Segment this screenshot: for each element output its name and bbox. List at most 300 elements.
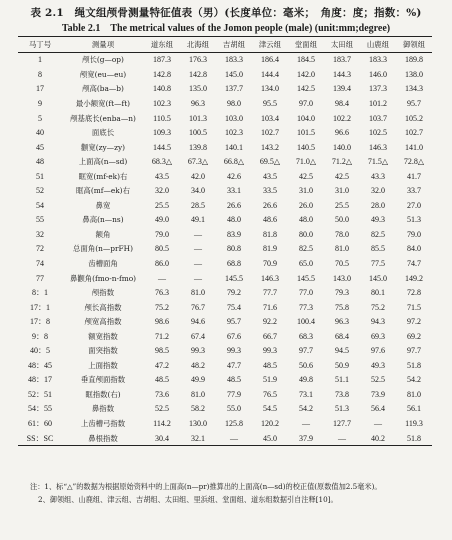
value-cell: 54.2 [407, 375, 421, 385]
measurement-item-cell: 面底长 [91, 128, 115, 138]
martin-number-cell: 32 [36, 229, 44, 239]
martin-number-cell: 40 [36, 128, 44, 138]
value-cell: 51.9 [263, 375, 277, 385]
measurement-item-cell: 上齿槽弓指数 [80, 418, 126, 428]
measurement-item-cell: 颅长高指数 [84, 302, 122, 312]
value-cell: 142.8 [153, 69, 171, 79]
value-cell: 140.5 [297, 142, 315, 152]
value-cell: 146.3 [369, 142, 387, 152]
measurement-item-cell: 颅基底长(enba—n) [70, 113, 136, 123]
value-cell: 98.4 [335, 98, 349, 108]
measurement-item-cell: 鼻根指数 [62, 431, 144, 446]
martin-number-cell: 9：8 [32, 331, 48, 341]
value-cell: 97.6 [371, 346, 385, 356]
value-cell: 71.2△ [331, 157, 353, 167]
value-cell: 144.3 [333, 69, 351, 79]
table-row [18, 343, 432, 358]
value-cell: 32.1 [180, 431, 216, 446]
value-cell: 76.5 [263, 389, 277, 399]
value-cell: 83.9 [227, 229, 241, 239]
value-cell: 135.0 [189, 84, 207, 94]
martin-number-cell: 17：1 [30, 302, 50, 312]
value-cell: 144.5 [153, 142, 171, 152]
value-cell: — [324, 431, 360, 446]
table-row [18, 256, 432, 271]
measurement-item-cell: 鼻高(n—ns) [82, 215, 124, 225]
value-cell: 94.6 [191, 317, 205, 327]
table-row [18, 52, 432, 67]
value-cell: 50.9 [335, 360, 349, 370]
value-cell: 82.5 [371, 229, 385, 239]
value-cell: 66.7 [263, 331, 277, 341]
value-cell: 81.0 [335, 244, 349, 254]
value-cell: 26.6 [263, 200, 277, 210]
value-cell: 75.2 [371, 302, 385, 312]
column-header: 道东组 [144, 37, 180, 53]
measurement-item-cell: 鼻指数 [91, 404, 115, 414]
value-cell: 69.2 [407, 331, 421, 341]
measurement-item-cell: 上面高(n—sd) [78, 157, 128, 167]
value-cell: 138.0 [405, 69, 423, 79]
value-cell: 66.8△ [223, 157, 245, 167]
note-2: 2、御领组、山鹿组、津云组、吉胡组、太田组、里浜组、堂面组、道东组数据引自注释[10]。 [38, 494, 338, 504]
value-cell: 146.0 [369, 69, 387, 79]
value-cell: 102.7 [405, 128, 423, 138]
value-cell: 103.7 [369, 113, 387, 123]
table-row [18, 416, 432, 431]
value-cell: 71.6 [263, 302, 277, 312]
table-row [18, 373, 432, 388]
value-cell: 77.0 [299, 288, 313, 298]
value-cell: 76.7 [191, 302, 205, 312]
martin-number-cell: 48 [36, 157, 44, 167]
martin-number-cell: 74 [36, 258, 44, 268]
value-cell: 81.8 [263, 229, 277, 239]
table-row [18, 300, 432, 315]
value-cell: 99.3 [191, 346, 205, 356]
value-cell: 71.2 [155, 331, 169, 341]
value-cell: — [194, 244, 202, 254]
value-cell: 77.9 [227, 389, 241, 399]
value-cell: 141.0 [405, 142, 423, 152]
value-cell: 125.8 [225, 418, 243, 428]
table-row [18, 227, 432, 242]
value-cell: 82.5 [299, 244, 313, 254]
measurement-item-cell: 上面指数 [88, 360, 118, 370]
value-cell: 31.0 [299, 186, 313, 196]
value-cell: 92.2 [263, 317, 277, 327]
measurement-item-cell: 颧宽(zy—zy) [80, 142, 126, 152]
value-cell: 25.5 [335, 200, 349, 210]
value-cell: 145.0 [225, 69, 243, 79]
value-cell: 58.2 [191, 404, 205, 414]
value-cell: 144.4 [261, 69, 279, 79]
measurement-item-cell: 颅高(ba—b) [82, 84, 124, 94]
value-cell: 100.5 [189, 128, 207, 138]
value-cell: 183.7 [333, 55, 351, 65]
value-cell: 184.5 [297, 55, 315, 65]
value-cell: 79.0 [155, 229, 169, 239]
measurement-item-cell: 总面角(n—prFH) [73, 244, 133, 254]
table-notes [30, 481, 432, 506]
value-cell: 51.8 [396, 431, 432, 446]
column-header: 御领组 [396, 37, 432, 53]
value-cell: 71.5 [407, 302, 421, 312]
value-cell: — [374, 418, 382, 428]
value-cell: 101.5 [297, 128, 315, 138]
measurement-item-cell: 面突指数 [88, 346, 118, 356]
value-cell: 96.3 [335, 317, 349, 327]
value-cell: 70.5 [335, 258, 349, 268]
value-cell: 28.0 [371, 200, 385, 210]
table-row [18, 183, 432, 198]
value-cell: 140.8 [153, 84, 171, 94]
value-cell: 80.1 [371, 288, 385, 298]
value-cell: 65.0 [299, 258, 313, 268]
value-cell: 73.9 [371, 389, 385, 399]
value-cell: 105.2 [405, 113, 423, 123]
value-cell: 103.4 [261, 113, 279, 123]
value-cell: 49.1 [191, 215, 205, 225]
value-cell: 41.7 [407, 171, 421, 181]
value-cell: 96.3 [191, 98, 205, 108]
measurement-item-cell: 额角 [95, 229, 111, 239]
value-cell: 140.1 [225, 142, 243, 152]
value-cell: 139.4 [333, 84, 351, 94]
martin-number-cell: 55 [36, 215, 44, 225]
table-row [18, 82, 432, 97]
value-cell: 100.4 [297, 317, 315, 327]
value-cell: 48.5 [263, 360, 277, 370]
value-cell: 140.0 [333, 142, 351, 152]
value-cell: 78.0 [335, 229, 349, 239]
martin-number-cell: 8 [38, 69, 42, 79]
table-row [18, 67, 432, 82]
column-header: 马丁号 [18, 37, 62, 53]
value-cell: 67.6 [227, 331, 241, 341]
value-cell: 48.5 [227, 375, 241, 385]
value-cell: 28.5 [191, 200, 205, 210]
martin-number-cell: 54：55 [28, 404, 52, 414]
value-cell: 70.9 [263, 258, 277, 268]
measurement-item-cell: 最小额宽(ft—ft) [75, 98, 131, 108]
value-cell: 49.3 [371, 215, 385, 225]
value-cell: — [194, 258, 202, 268]
table-row [18, 402, 432, 417]
value-cell: — [216, 431, 252, 446]
table-row [18, 154, 432, 169]
value-cell: 84.0 [407, 244, 421, 254]
table-row [18, 285, 432, 300]
value-cell: 50.0 [335, 215, 349, 225]
martin-number-cell: 17 [36, 84, 44, 94]
value-cell: 56.4 [371, 404, 385, 414]
value-cell: 43.5 [263, 171, 277, 181]
measurement-item-cell: 齿槽面角 [88, 258, 118, 268]
value-cell: 37.9 [288, 431, 324, 446]
measurement-item-cell: 眶指数(右) [85, 389, 121, 399]
value-cell: 134.0 [261, 84, 279, 94]
metrical-values-table [18, 36, 432, 446]
value-cell: 186.4 [261, 55, 279, 65]
table-row [18, 111, 432, 126]
value-cell: 74.7 [407, 258, 421, 268]
measurement-item-cell: 鼻颧角(fmo-n-fmo) [69, 273, 137, 283]
value-cell: 48.2 [191, 360, 205, 370]
table-row [18, 125, 432, 140]
value-cell: 183.3 [225, 55, 243, 65]
value-cell: 69.3 [371, 331, 385, 341]
value-cell: 25.5 [155, 200, 169, 210]
value-cell: 79.0 [407, 229, 421, 239]
value-cell: 52.5 [155, 404, 169, 414]
value-cell: 110.5 [153, 113, 171, 123]
value-cell: 101.2 [369, 98, 387, 108]
value-cell: 34.0 [191, 186, 205, 196]
value-cell: 80.0 [299, 229, 313, 239]
table-row [18, 213, 432, 228]
value-cell: 183.3 [369, 55, 387, 65]
value-cell: 120.2 [261, 418, 279, 428]
value-cell: — [194, 273, 202, 283]
value-cell: 71.0△ [295, 157, 317, 167]
table-row [18, 169, 432, 184]
value-cell: 97.2 [407, 317, 421, 327]
table-row [18, 271, 432, 286]
column-header: 太田组 [324, 37, 360, 53]
value-cell: 49.8 [299, 375, 313, 385]
value-cell: 77.5 [371, 258, 385, 268]
value-cell: 50.6 [299, 360, 313, 370]
value-cell: 72.8 [407, 288, 421, 298]
value-cell: 137.3 [369, 84, 387, 94]
value-cell: 109.3 [153, 128, 171, 138]
value-cell: 73.8 [335, 389, 349, 399]
value-cell: 127.7 [333, 418, 351, 428]
value-cell: 101.3 [189, 113, 207, 123]
value-cell: 71.5△ [367, 157, 389, 167]
value-cell: 30.4 [144, 431, 180, 446]
value-cell: 187.3 [153, 55, 171, 65]
value-cell: 102.3 [225, 128, 243, 138]
martin-number-cell: 9 [38, 98, 42, 108]
value-cell: 33.5 [263, 186, 277, 196]
value-cell: 99.3 [263, 346, 277, 356]
value-cell: 142.0 [297, 69, 315, 79]
value-cell: 48.0 [227, 215, 241, 225]
value-cell: 55.0 [227, 404, 241, 414]
value-cell: 139.8 [189, 142, 207, 152]
value-cell: 43.5 [155, 171, 169, 181]
value-cell: 47.7 [227, 360, 241, 370]
value-cell: 68.3 [299, 331, 313, 341]
table-row [18, 242, 432, 257]
martin-number-cell: 40：5 [30, 346, 50, 356]
value-cell: 95.7 [407, 98, 421, 108]
value-cell: 49.0 [155, 215, 169, 225]
table-row [18, 387, 432, 402]
value-cell: 79.2 [227, 288, 241, 298]
value-cell: 32.0 [371, 186, 385, 196]
value-cell: 102.3 [153, 98, 171, 108]
table-row [18, 431, 432, 446]
value-cell: 51.3 [407, 215, 421, 225]
column-header: 津云组 [252, 37, 288, 53]
value-cell: 146.3 [261, 273, 279, 283]
martin-number-cell: 8：1 [32, 288, 48, 298]
value-cell: 56.1 [407, 404, 421, 414]
value-cell: 26.0 [299, 200, 313, 210]
table-body [18, 52, 432, 446]
header-row [18, 37, 432, 53]
column-header: 北海组 [180, 37, 216, 53]
martin-number-cell: 51 [36, 171, 44, 181]
martin-number-cell: 48：45 [28, 360, 52, 370]
value-cell: 40.2 [360, 431, 396, 446]
value-cell: — [158, 273, 166, 283]
column-header: 吉胡组 [216, 37, 252, 53]
value-cell: 77.7 [263, 288, 277, 298]
value-cell: 104.0 [297, 113, 315, 123]
value-cell: 102.5 [369, 128, 387, 138]
value-cell: 137.7 [225, 84, 243, 94]
value-cell: 97.7 [299, 346, 313, 356]
value-cell: 143.0 [333, 273, 351, 283]
value-cell: 47.2 [155, 360, 169, 370]
table-row [18, 358, 432, 373]
measurement-item-cell: 眶高(mf—ek)右 [76, 186, 130, 196]
value-cell: 80.8 [227, 244, 241, 254]
measurement-item-cell: 颅指数 [91, 288, 115, 298]
value-cell: 75.8 [335, 302, 349, 312]
value-cell: 32.0 [155, 186, 169, 196]
value-cell: 145.5 [297, 273, 315, 283]
value-cell: 31.0 [335, 186, 349, 196]
value-cell: 67.3△ [187, 157, 209, 167]
measurement-item-cell: 颅宽高指数 [84, 317, 122, 327]
value-cell: 51.8 [407, 360, 421, 370]
value-cell: 42.5 [335, 171, 349, 181]
value-cell: 145.5 [225, 273, 243, 283]
value-cell: 134.3 [405, 84, 423, 94]
note-1: 注：1、标“△”的数据为根据原始资料中的上面高(n—pr)推算出的上面高(n—sd)的校正值(原数值加2.5毫米)。 [30, 482, 382, 491]
value-cell: 114.2 [153, 418, 171, 428]
value-cell: 48.5 [155, 375, 169, 385]
value-cell: 27.0 [407, 200, 421, 210]
martin-number-cell: 1 [38, 55, 42, 65]
value-cell: 81.0 [191, 288, 205, 298]
value-cell: 98.5 [155, 346, 169, 356]
martin-number-cell: 45 [36, 142, 44, 152]
value-cell: 143.2 [261, 142, 279, 152]
value-cell: 79.3 [335, 288, 349, 298]
value-cell: — [194, 229, 202, 239]
value-cell: 51.1 [335, 375, 349, 385]
column-header: 测量项 [62, 37, 144, 53]
value-cell: 45.0 [252, 431, 288, 446]
martin-number-cell: 54 [36, 200, 44, 210]
table-row [18, 329, 432, 344]
value-cell: 102.7 [261, 128, 279, 138]
value-cell: 42.5 [299, 171, 313, 181]
value-cell: 81.9 [263, 244, 277, 254]
measurement-item-cell: 颅长(g—op) [82, 55, 124, 65]
value-cell: 49.9 [191, 375, 205, 385]
value-cell: 42.0 [191, 171, 205, 181]
martin-number-cell: 48：17 [28, 375, 52, 385]
martin-number-cell: 52：51 [28, 389, 52, 399]
value-cell: 48.6 [263, 215, 277, 225]
value-cell: 72.8△ [403, 157, 425, 167]
value-cell: 81.0 [191, 389, 205, 399]
value-cell: 149.2 [405, 273, 423, 283]
value-cell: 145.0 [369, 273, 387, 283]
value-cell: — [302, 418, 310, 428]
value-cell: 26.6 [227, 200, 241, 210]
value-cell: 95.5 [263, 98, 277, 108]
value-cell: 68.4 [335, 331, 349, 341]
value-cell: 142.8 [189, 69, 207, 79]
value-cell: 73.6 [155, 389, 169, 399]
value-cell: 130.0 [189, 418, 207, 428]
table-caption-chinese: 表 2.1 绳文组颅骨测量特征值表（男）(长度单位：毫米； 角度：度；指数：%) [30, 7, 422, 19]
martin-number-cell: SS：SC [18, 431, 62, 446]
measurement-item-cell: 垂直颅面指数 [80, 375, 126, 385]
martin-number-cell: 52 [36, 186, 44, 196]
value-cell: 43.3 [371, 171, 385, 181]
value-cell: 142.5 [297, 84, 315, 94]
value-cell: 80.5 [155, 244, 169, 254]
martin-number-cell: 72 [36, 244, 44, 254]
value-cell: 189.8 [405, 55, 423, 65]
value-cell: 97.7 [407, 346, 421, 356]
value-cell: 86.0 [155, 258, 169, 268]
value-cell: 76.3 [155, 288, 169, 298]
table-row [18, 140, 432, 155]
value-cell: 94.3 [371, 317, 385, 327]
martin-number-cell: 5 [38, 113, 42, 123]
value-cell: 73.1 [299, 389, 313, 399]
value-cell: 99.3 [227, 346, 241, 356]
value-cell: 75.2 [155, 302, 169, 312]
measurement-item-cell: 眶宽(mf-ek)右 [78, 171, 128, 181]
value-cell: 33.1 [227, 186, 241, 196]
table-caption-english: Table 2.1 The metrical values of the Jomon people (male) (unit:mm;degree) [61, 23, 391, 34]
table-row [18, 96, 432, 111]
value-cell: 94.5 [335, 346, 349, 356]
value-cell: 48.0 [299, 215, 313, 225]
table-row [18, 198, 432, 213]
value-cell: 176.3 [189, 55, 207, 65]
value-cell: 119.3 [405, 418, 423, 428]
table-row [18, 314, 432, 329]
value-cell: 67.4 [191, 331, 205, 341]
value-cell: 98.0 [227, 98, 241, 108]
value-cell: 97.0 [299, 98, 313, 108]
measurement-item-cell: 颅宽(eu—eu) [79, 69, 127, 79]
martin-number-cell: 17：8 [30, 317, 50, 327]
value-cell: 81.0 [407, 389, 421, 399]
value-cell: 42.6 [227, 171, 241, 181]
value-cell: 103.0 [225, 113, 243, 123]
value-cell: 69.5△ [259, 157, 281, 167]
value-cell: 95.7 [227, 317, 241, 327]
value-cell: 54.2 [299, 404, 313, 414]
value-cell: 68.8 [227, 258, 241, 268]
column-header: 堂面组 [288, 37, 324, 53]
value-cell: 51.3 [335, 404, 349, 414]
value-cell: 52.5 [371, 375, 385, 385]
